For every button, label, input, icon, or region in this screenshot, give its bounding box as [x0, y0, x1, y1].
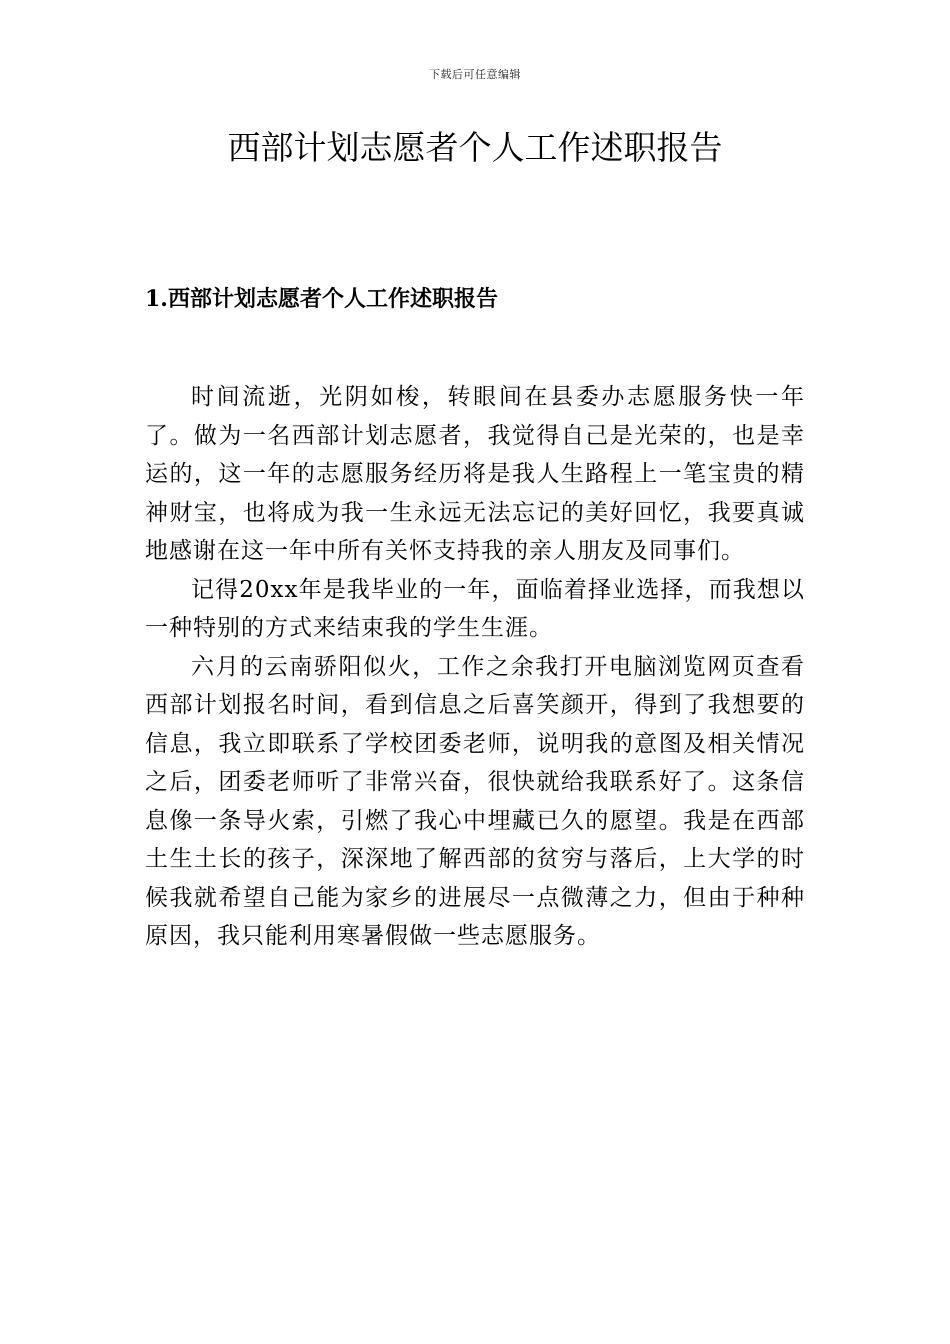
section-heading: 1.西部计划志愿者个人工作述职报告 — [145, 286, 498, 312]
paragraph-2: 记得20xx年是我毕业的一年，面临着择业选择，而我想以一种特别的方式来结束我的学生生涯。 — [145, 576, 805, 641]
paragraph-3: 六月的云南骄阳似火，工作之余我打开电脑浏览网页查看西部计划报名时间，看到信息之后喜笑颜开，得到了我想要的信息，我立即联系了学校团委老师，说明我的意图及相关情况之后，团委老师听了非常兴奋，很快就给我联系好了。这条信息像一条导火索，引燃了我心中埋藏已久的愿望。我是在西部土生土长的孩子，深深地了解西部的贫穷与落后，上大学的时候我就希望自己能为家乡的进展尽一点微薄之力，但由于种种原因，我只能利用寒暑假做一些志愿服务。 — [145, 653, 805, 949]
header-note: 下载后可任意编辑 — [429, 68, 521, 81]
document-title: 西部计划志愿者个人工作述职报告 — [227, 128, 723, 167]
paragraph-1: 时间流逝，光阴如梭，转眼间在县委办志愿服务快一年了。做为一名西部计划志愿者，我觉得自己是光荣的，也是幸运的，这一年的志愿服务经历将是我人生路程上一笔宝贵的精神财宝，也将成为我一生永远无法忘记的美好回忆，我要真诚地感谢在这一年中所有关怀支持我的亲人朋友及同事们。 — [145, 384, 805, 564]
body-text — [145, 378, 805, 956]
